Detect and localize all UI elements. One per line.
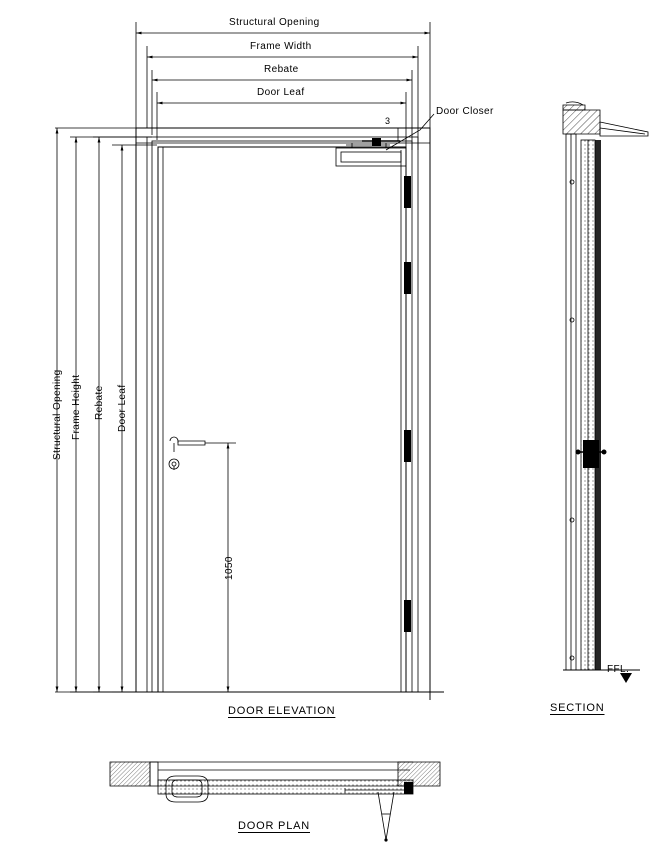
dim-label-door-leaf-width: Door Leaf — [257, 87, 305, 98]
dim-label-door-leaf-height: Door Leaf — [117, 384, 128, 432]
annotation-door-closer: Door Closer — [436, 106, 494, 117]
view-title-section: SECTION — [550, 702, 605, 714]
view-title-door-elevation: DOOR ELEVATION — [228, 705, 336, 717]
dim-label-structural-opening-width: Structural Opening — [229, 17, 320, 28]
annotation-closer-arm-tag: 3 — [385, 116, 391, 126]
dim-label-rebate-width: Rebate — [264, 64, 299, 75]
dim-label-handle-height: 1050 — [224, 556, 235, 580]
dim-label-structural-opening-height: Structural Opening — [52, 369, 63, 460]
annotation-finished-floor-level: FFL. — [607, 664, 630, 675]
view-title-door-plan: DOOR PLAN — [238, 820, 310, 832]
dim-label-frame-height: Frame Height — [71, 374, 82, 440]
dim-label-rebate-height: Rebate — [94, 385, 105, 420]
dim-label-frame-width: Frame Width — [250, 41, 312, 52]
